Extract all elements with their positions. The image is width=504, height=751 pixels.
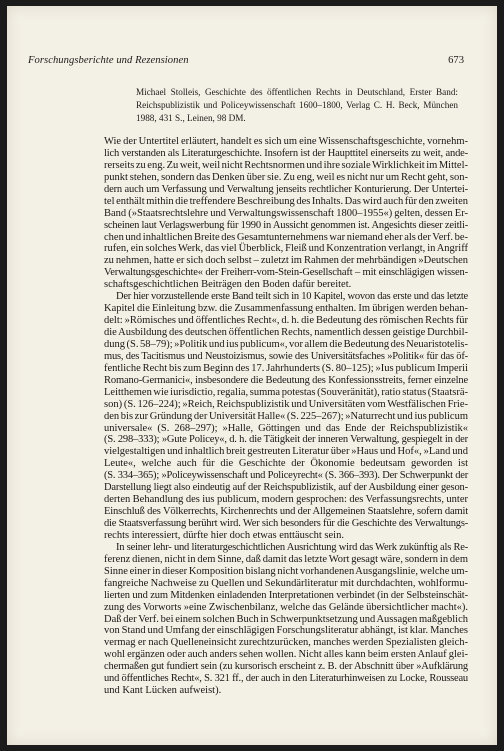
body-line: Wie der Untertitel erläutert, handelt es sich um eine Wissenschaftsgeschichte, vornehm-	[104, 136, 468, 147]
body-line: chermaßen gut fundiert sein (zu kursorisch erscheint z. B. der Abschnitt über »Aufklärung	[104, 661, 469, 673]
body-line: Leute«, welche auch für die Geschichte der Ökonomie bedeutsam geworden ist	[104, 458, 468, 470]
body-line: ferenz dienen, nicht in dem Sinne, daß damit das letzte Wort gesagt wäre, sondern in dem	[104, 553, 468, 565]
body-line: lierten und zum Mitdenken einladenden Interpretationen verbindet (in der Selbsteinschät-	[104, 589, 468, 601]
page-header	[28, 55, 464, 69]
body-line: vielgestaltigen und inhaltlich breit gestreuten Literatur über »Haus und Hof«, »Land und	[104, 446, 468, 458]
body-line: den bis zur Gründung der Universität Halle« (S. 225–267); »Naturrecht und ius publicum	[104, 410, 468, 422]
body-line: Verwaltungsgeschichte« der Freiherr-vom-Stein-Gesellschaft – mit einschlägigen wissen-	[104, 267, 468, 279]
body-line: die Ausbildung des deutschen öffentlichen Rechts, namentlich dessen geistige Durchbil-	[104, 327, 468, 338]
body-line: tel enthält mithin die treffendere Beschreibung des Inhalts. Das wird auch für den zweiten	[104, 195, 468, 207]
body-line: Kapitel die Einleitung bzw. die Zusammenfassung enthalten. Im übrigen werden behan-	[104, 303, 468, 315]
book-page	[7, 6, 497, 745]
body-line: rerseits zu eng. Zu weit, weil nicht Rechtsnormen und ihre soziale Wirklichkeit im Mittel-	[104, 159, 468, 171]
body-line: Einschluß des Völkerrechts, Kirchenrechts und der Allgemeinen Staatslehre, sofern damit	[104, 506, 469, 518]
body-line: Leitthemen wie iurisdictio, regalia, summa potestas (Souveränität), ratio status (Staatsrä-	[104, 386, 468, 398]
body-line: rechts interessiert, dürfte hier doch etwas enttäuscht sein.	[104, 529, 344, 541]
body-text	[104, 136, 468, 697]
body-line: und Kant Lücken aufweist).	[104, 685, 222, 697]
body-line: Daß der Verf. bei einem solchen Buch in Schwerpunktsetzung und Aussagen maßgeblich	[104, 613, 468, 625]
body-line: son) (S. 126–224); »Reich, Reichspublizistik und Universitäten vom Westfälischen Frie-	[104, 398, 468, 410]
body-line: delt: »Römisches und öffentliches Recht«, d. h. die Bedeutung des römischen Rechts für	[104, 315, 468, 327]
page-number: 673	[448, 55, 464, 66]
body-line: fentliche Recht bis zum Beginn des 17. Jahrhunderts (S. 80–125); »Ius publicum Imperii	[104, 362, 468, 374]
body-line: chen und inhaltlichen Breite des Gesamtunternehmens war niemand eher als der Verf. be-	[104, 231, 468, 243]
body-line: scheinen laut Verlagswerbung für 1990 in Aussicht genommen ist. Angesichts dieser zeitli-	[104, 219, 469, 231]
body-line: rufen, ein solches Werk, das viel Überblick, Fleiß und Konzentration verlangt, in Angriff	[104, 243, 468, 255]
body-line: Band (»Staatsrechtslehre und Verwaltungswissenschaft 1800–1955«) gelten, dessen Er-	[104, 207, 469, 219]
body-line: Romano-Germanici«, insbesondere die Bedeutung des Konfessionsstreits, ferner einzelne	[104, 374, 469, 386]
review-citation: Michael Stolleis, Geschichte des öffentlichen Rechts in Deutschland, Erster Band: Reichspublizistik und Policeywissenschaft 1600–1800, Verlag C. H. Beck, München 1988, 431 S., Leinen, 98 DM.	[136, 87, 458, 124]
body-line: die Staatsverfassung berührt wird. Wer sich besonders für die Geschichte des Verwaltungs-	[104, 518, 469, 529]
body-line: (S. 334–365); »Policeywissenschaft und Policeyrecht« (S. 366–393). Der Schwerpunkt der	[104, 470, 469, 482]
body-line: universale« (S. 268–297); »Halle, Göttingen und das Ende der Reichspublizistik«	[104, 422, 468, 434]
body-line: dung (S. 58–79); »Politik und ius publicum«, vor allem die Bedeutung des Neuaristotelis-	[104, 338, 468, 350]
body-line: vermag er nach Quelleneinsicht zurechtzurücken, manches werden Spezialisten gleich-	[104, 637, 468, 649]
body-line: (S. 298–333); »Gute Policey«, d. h. die Tätigkeit der inneren Verwaltung, gespiegelt in der	[104, 434, 468, 446]
body-line: von Stand und Umfang der einschlägigen Forschungsliteratur abhängt, ist klar. Manches	[104, 625, 468, 637]
running-head: Forschungsberichte und Rezensionen	[28, 55, 189, 66]
body-line: Sinne einer in dieser Komposition bislang nicht vorhandenen Ausgangslinie, welche um-	[104, 565, 468, 577]
body-line: dern auch um Verfassung und Verwaltung jenseits rechtlicher Konturierung. Der Untertei-	[104, 183, 468, 195]
body-line: Darstellung liegt also eindeutig auf der Reichspublizistik, auf der Ausbildung einer geson-	[104, 482, 468, 494]
body-line: zung des Vorworts »eine Zwischenbilanz, welche das Gelände übersichtlicher macht«).	[104, 601, 468, 613]
body-line: punkt stehen, sondern das Denken über sie. Zu eng, weil es nicht nur um Recht geht, son-	[104, 171, 468, 183]
body-line: und öffentliches Recht«, S. 321 ff., der auch in den Literaturhinweisen zu Locke, Rousseau	[104, 673, 468, 685]
body-line: zu nehmen, hatte er sich doch selbst – zuletzt im Rahmen der mehrbändigen »Deutschen	[104, 255, 468, 267]
body-line: derten Behandlung des ius publicum, modern gesprochen: des Verfassungsrechts, unter	[104, 494, 468, 506]
body-line: lich verstanden als Literaturgeschichte. Insofern ist der Haupttitel einerseits zu weit, ande-	[104, 147, 468, 159]
body-line: schaftsgeschichtlichen Beiträgen den Boden dafür bereitet.	[104, 279, 352, 291]
body-line: fangreiche Nachweise zu Quellen und Sekundärliteratur mit durchdachten, wohlformu-	[104, 577, 468, 589]
body-line: Der hier vorzustellende erste Band teilt sich in 10 Kapitel, wovon das erste und das letzte	[116, 291, 468, 303]
body-line: In seiner lehr- und literaturgeschichtlichen Ausrichtung wird das Werk zukünftig als Re-	[116, 541, 469, 553]
body-line: wohl ergänzen oder auch anders sehen wollen. Nicht alles kann beim ersten Anlauf glei-	[104, 649, 468, 661]
body-line: mus, des Tacitismus und Neustoizismus, sowie des Universitätsfaches »Politik« für das öf-	[104, 350, 468, 362]
